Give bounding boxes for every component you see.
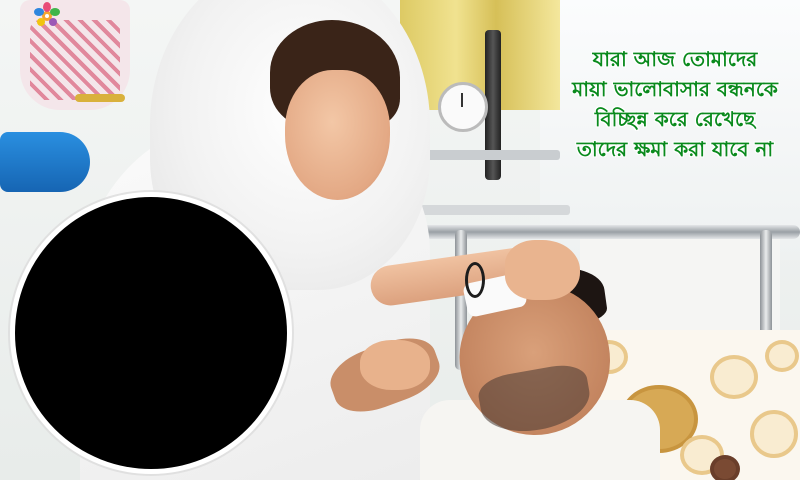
white-pillow bbox=[580, 225, 780, 345]
gold-bangle bbox=[75, 94, 125, 102]
caption-line-3: বিচ্ছিন্ন করে রেখেছে bbox=[594, 107, 756, 131]
pillow-dot bbox=[710, 455, 740, 480]
woman-face bbox=[285, 70, 390, 200]
caption-line-1: যারা আজ তোমাদের bbox=[592, 47, 758, 71]
sleeve-pattern bbox=[30, 20, 120, 100]
flower-logo-icon bbox=[24, 2, 70, 32]
pillow-dot bbox=[765, 340, 799, 372]
caption-line-2: মায়া ভালোবাসার বন্ধনকে bbox=[572, 77, 778, 101]
clock-icon bbox=[438, 82, 488, 132]
pillow-dot bbox=[750, 410, 798, 458]
caption-line-4: তাদের ক্ষমা করা যাবে না bbox=[576, 137, 774, 161]
bed-rail bbox=[370, 225, 800, 239]
woman-hand-on-forehead bbox=[505, 240, 580, 300]
clasped-hands bbox=[360, 340, 430, 390]
circular-photo-frame[interactable] bbox=[10, 192, 292, 474]
blue-object bbox=[0, 132, 90, 192]
pillow-dot bbox=[710, 355, 758, 399]
bengali-caption bbox=[555, 44, 795, 164]
black-bracelet bbox=[465, 262, 485, 298]
